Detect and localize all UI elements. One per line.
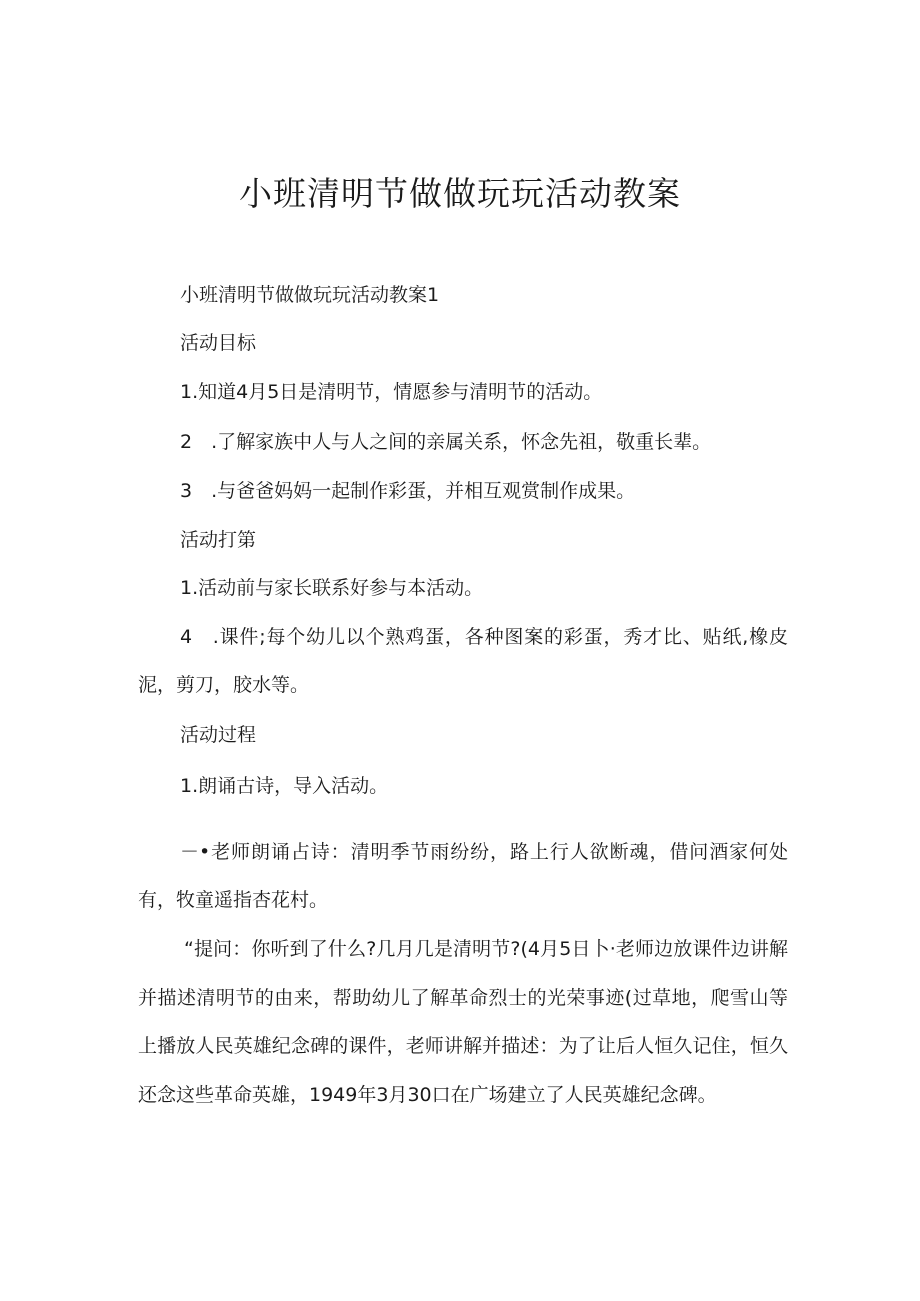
- subheading-process: 活动过程: [180, 724, 257, 746]
- poem-paragraph: －•老师朗诵占诗：清明季节雨纷纷，路上行人欲断魂，借问酒家何处有，牧童遥指杏花村。: [138, 841, 788, 911]
- prep-item-2: 4 .课件;每个幼儿以个熟鸡蛋，各种图案的彩蛋，秀才比、贴纸,橡皮泥，剪刀，胶水等。: [138, 626, 788, 696]
- goal-item-1: 1.知道4月5日是清明节，情愿参与清明节的活动。: [180, 381, 603, 403]
- question-paragraph: “提问：你听到了什么?几月几是清明节?(4月5日卜·老师边放课件边讲解并描述清明节的由来，帮助幼儿了解革命烈士的光荣事迹(过草地，爬雪山等上播放人民英雄纪念碑的课件，老师讲解并描述：为了让后人恒久记住，恒久还念这些革命英雄，1949年3月30口在广场建立了人民英雄纪念碑。: [138, 938, 788, 1106]
- document-title: 小班清明节做做玩玩活动教案: [239, 174, 681, 214]
- prep-item-1: 1.活动前与家长联系好参与本活动。: [180, 577, 484, 599]
- subheading-preparation: 活动打第: [180, 529, 257, 551]
- goal-item-2: 2 .了解家族中人与人之间的亲属关系，怀念先祖，敬重长辈。: [180, 431, 712, 453]
- goal-item-3: 3 .与爸爸妈妈一起制作彩蛋，并相互观赏制作成果。: [180, 480, 636, 502]
- subheading-goals: 活动目标: [180, 332, 257, 354]
- section-heading: 小班清明节做做玩玩活动教案1: [180, 284, 440, 306]
- process-step-1: 1.朗诵古诗，导入活动。: [180, 775, 389, 797]
